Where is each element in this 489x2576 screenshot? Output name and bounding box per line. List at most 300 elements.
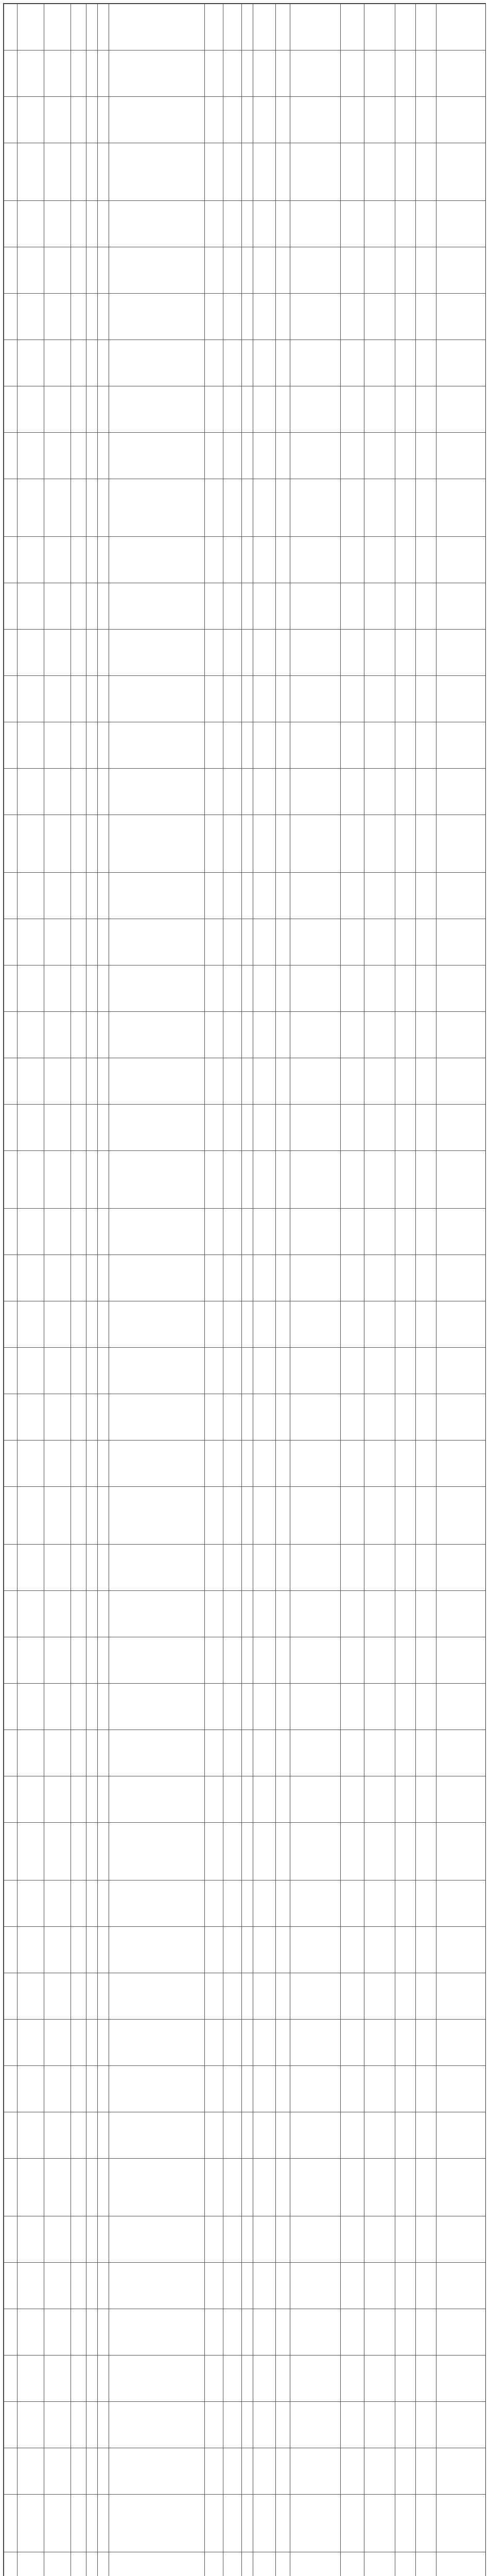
table-cell [341, 1776, 364, 1823]
table-cell [364, 537, 395, 583]
table-cell [98, 433, 109, 479]
table-cell [253, 1684, 276, 1730]
table-cell [109, 2309, 205, 2355]
table-cell [18, 630, 44, 676]
table-cell [242, 1151, 253, 1209]
table-row [4, 2020, 486, 2066]
table-cell [4, 1440, 18, 1487]
table-cell [364, 1591, 395, 1637]
table-cell [364, 965, 395, 1012]
table-cell [436, 479, 486, 537]
table-cell [223, 1973, 242, 2020]
table-row [4, 2066, 486, 2112]
table-cell [205, 1440, 223, 1487]
table-cell [18, 2263, 44, 2309]
table-cell [276, 2066, 290, 2112]
table-cell [109, 2495, 205, 2552]
table-cell [416, 1255, 436, 1301]
table-cell [242, 1394, 253, 1440]
table-cell [416, 769, 436, 815]
table-cell [242, 433, 253, 479]
table-cell [395, 769, 416, 815]
table-cell [276, 433, 290, 479]
table-cell [71, 676, 86, 722]
table-cell [44, 1301, 71, 1348]
table-cell [98, 201, 109, 247]
table-cell [98, 2552, 109, 2576]
table-cell [205, 769, 223, 815]
table-cell [71, 1880, 86, 1927]
table-cell [290, 340, 341, 386]
table-cell [18, 676, 44, 722]
table-cell [364, 294, 395, 340]
table-cell [290, 433, 341, 479]
table-cell [436, 1151, 486, 1209]
table-cell [205, 2020, 223, 2066]
table-cell [109, 2159, 205, 2216]
table-cell [223, 1487, 242, 1545]
table-cell [416, 1730, 436, 1776]
table-cell [276, 2020, 290, 2066]
table-cell [205, 50, 223, 97]
table-cell [276, 1058, 290, 1105]
table-row [4, 50, 486, 97]
table-cell [4, 97, 18, 143]
table-cell [290, 2066, 341, 2112]
table-cell [290, 1487, 341, 1545]
table-cell [18, 919, 44, 965]
table-cell [18, 2309, 44, 2355]
table-cell [71, 2309, 86, 2355]
table-row [4, 815, 486, 873]
table-cell [109, 143, 205, 201]
table-cell [205, 1823, 223, 1880]
table-cell [290, 97, 341, 143]
table-cell [242, 1637, 253, 1684]
table-cell [253, 479, 276, 537]
table-cell [436, 722, 486, 769]
table-cell [364, 1255, 395, 1301]
table-row [4, 1440, 486, 1487]
table-cell [223, 1058, 242, 1105]
table-cell [416, 1684, 436, 1730]
table-row [4, 722, 486, 769]
table-cell [86, 1880, 98, 1927]
table-cell [242, 722, 253, 769]
table-cell [71, 1255, 86, 1301]
table-cell [253, 1255, 276, 1301]
table-cell [242, 583, 253, 630]
table-cell [86, 1151, 98, 1209]
table-cell [436, 1105, 486, 1151]
table-cell [242, 1058, 253, 1105]
table-cell [276, 294, 290, 340]
table-cell [44, 1927, 71, 1973]
table-cell [44, 1394, 71, 1440]
table-cell [4, 1105, 18, 1151]
table-cell [364, 1684, 395, 1730]
table-cell [205, 630, 223, 676]
table-cell [71, 2216, 86, 2263]
table-cell [436, 2495, 486, 2552]
table-cell [71, 1927, 86, 1973]
table-cell [276, 815, 290, 873]
table-row [4, 1255, 486, 1301]
table-cell [341, 2402, 364, 2448]
table-cell [98, 50, 109, 97]
table-row [4, 1973, 486, 2020]
table-cell [44, 1209, 71, 1255]
table-cell [18, 583, 44, 630]
table-cell [86, 2309, 98, 2355]
table-cell [364, 722, 395, 769]
table-cell [253, 386, 276, 433]
table-cell [290, 1927, 341, 1973]
table-cell [86, 201, 98, 247]
table-cell [44, 294, 71, 340]
table-cell [86, 294, 98, 340]
table-cell [223, 386, 242, 433]
table-cell [86, 919, 98, 965]
table-cell [86, 1823, 98, 1880]
table-row [4, 2448, 486, 2495]
table-cell [276, 2402, 290, 2448]
table-cell [86, 1301, 98, 1348]
table-cell [242, 479, 253, 537]
table-cell [86, 386, 98, 433]
table-cell [4, 676, 18, 722]
table-cell [205, 294, 223, 340]
table-cell [436, 1487, 486, 1545]
table-cell [223, 2402, 242, 2448]
table-cell [44, 2263, 71, 2309]
table-cell [18, 1823, 44, 1880]
table-cell [98, 965, 109, 1012]
table-cell [416, 2020, 436, 2066]
table-cell [98, 2355, 109, 2402]
table-cell [276, 2263, 290, 2309]
table-cell [253, 2448, 276, 2495]
table-cell [276, 1973, 290, 2020]
table-cell [86, 2552, 98, 2576]
table-cell [341, 97, 364, 143]
table-cell [205, 1776, 223, 1823]
table-cell [109, 2112, 205, 2159]
table-cell [86, 1012, 98, 1058]
table-cell [109, 630, 205, 676]
table-cell [395, 1637, 416, 1684]
table-cell [4, 2020, 18, 2066]
table-cell [436, 1591, 486, 1637]
table-cell [341, 2112, 364, 2159]
table-cell [98, 1880, 109, 1927]
table-cell [436, 2216, 486, 2263]
table-cell [109, 2552, 205, 2576]
table-row [4, 2309, 486, 2355]
table-cell [341, 537, 364, 583]
table-row [4, 537, 486, 583]
table-cell [205, 2448, 223, 2495]
table-row [4, 1637, 486, 1684]
table-cell [44, 1058, 71, 1105]
table-cell [341, 479, 364, 537]
table-cell [109, 2402, 205, 2448]
table-cell [436, 1440, 486, 1487]
table-cell [416, 97, 436, 143]
table-row [4, 2495, 486, 2552]
table-cell [44, 1105, 71, 1151]
table-cell [290, 50, 341, 97]
table-cell [86, 1637, 98, 1684]
table-cell [416, 386, 436, 433]
table-cell [86, 537, 98, 583]
table-cell [98, 676, 109, 722]
table-cell [86, 769, 98, 815]
table-cell [276, 2495, 290, 2552]
table-cell [253, 2020, 276, 2066]
table-cell [109, 2020, 205, 2066]
table-cell [276, 1776, 290, 1823]
table-cell [44, 2355, 71, 2402]
table-cell [364, 2159, 395, 2216]
table-cell [290, 1591, 341, 1637]
table-cell [276, 1823, 290, 1880]
table-cell [205, 1730, 223, 1776]
table-cell [242, 1301, 253, 1348]
table-cell [4, 1637, 18, 1684]
table-cell [44, 2309, 71, 2355]
table-cell [395, 247, 416, 294]
table-cell [242, 1545, 253, 1591]
table-cell [395, 2495, 416, 2552]
table-cell [395, 630, 416, 676]
table-cell [276, 1440, 290, 1487]
table-cell [205, 479, 223, 537]
table-cell [242, 1684, 253, 1730]
table-cell [86, 630, 98, 676]
table-cell [4, 583, 18, 630]
table-cell [290, 2552, 341, 2576]
table-row [4, 97, 486, 143]
table-cell [436, 583, 486, 630]
table-cell [109, 1058, 205, 1105]
table-cell [395, 2448, 416, 2495]
table-cell [18, 2355, 44, 2402]
table-cell [71, 1776, 86, 1823]
table-cell [71, 2112, 86, 2159]
table-cell [44, 247, 71, 294]
table-cell [416, 1637, 436, 1684]
table-cell [290, 294, 341, 340]
table-cell [98, 2159, 109, 2216]
table-cell [109, 50, 205, 97]
table-cell [290, 583, 341, 630]
table-cell [341, 965, 364, 1012]
table-cell [364, 676, 395, 722]
table-cell [18, 1591, 44, 1637]
table-cell [4, 4, 18, 50]
table-cell [341, 2355, 364, 2402]
table-cell [253, 2066, 276, 2112]
table-cell [98, 1927, 109, 1973]
table-cell [290, 873, 341, 919]
table-cell [86, 1927, 98, 1973]
table-cell [18, 769, 44, 815]
table-cell [86, 1973, 98, 2020]
table-cell [4, 143, 18, 201]
table-cell [395, 1684, 416, 1730]
table-cell [242, 769, 253, 815]
table-cell [290, 4, 341, 50]
table-cell [44, 1591, 71, 1637]
table-cell [253, 2263, 276, 2309]
table-cell [436, 433, 486, 479]
table-cell [364, 1880, 395, 1927]
table-cell [18, 1012, 44, 1058]
table-cell [290, 630, 341, 676]
table-cell [341, 1637, 364, 1684]
table-cell [98, 1012, 109, 1058]
table-cell [223, 2066, 242, 2112]
table-cell [242, 1927, 253, 1973]
table-cell [416, 1151, 436, 1209]
table-cell [109, 294, 205, 340]
table-cell [276, 97, 290, 143]
table-cell [242, 97, 253, 143]
table-cell [44, 1776, 71, 1823]
table-cell [276, 1348, 290, 1394]
table-cell [364, 2495, 395, 2552]
table-cell [223, 676, 242, 722]
table-cell [341, 2495, 364, 2552]
table-cell [98, 722, 109, 769]
table-cell [18, 2216, 44, 2263]
table-cell [416, 1973, 436, 2020]
table-cell [205, 2402, 223, 2448]
table-cell [341, 630, 364, 676]
table-cell [242, 340, 253, 386]
table-row [4, 1684, 486, 1730]
table-cell [86, 1058, 98, 1105]
table-cell [223, 722, 242, 769]
table-cell [98, 1823, 109, 1880]
table-cell [109, 1440, 205, 1487]
table-cell [109, 386, 205, 433]
table-cell [436, 1637, 486, 1684]
table-cell [253, 583, 276, 630]
table-cell [205, 247, 223, 294]
table-cell [416, 873, 436, 919]
table-cell [44, 2495, 71, 2552]
table-cell [223, 479, 242, 537]
table-row [4, 1394, 486, 1440]
table-cell [341, 815, 364, 873]
table-cell [223, 1151, 242, 1209]
table-cell [18, 1973, 44, 2020]
table-cell [223, 919, 242, 965]
table-cell [416, 1776, 436, 1823]
table-cell [395, 965, 416, 1012]
table-cell [223, 201, 242, 247]
table-cell [109, 722, 205, 769]
table-row [4, 1058, 486, 1105]
table-row [4, 143, 486, 201]
table-cell [290, 2355, 341, 2402]
table-cell [44, 769, 71, 815]
table-cell [436, 873, 486, 919]
table-cell [4, 1545, 18, 1591]
table-row [4, 479, 486, 537]
table-cell [341, 1394, 364, 1440]
table-cell [341, 1058, 364, 1105]
table-cell [98, 2020, 109, 2066]
table-row [4, 2402, 486, 2448]
table-cell [290, 1684, 341, 1730]
table-cell [109, 1730, 205, 1776]
table-cell [253, 4, 276, 50]
table-cell [98, 2216, 109, 2263]
table-cell [395, 1209, 416, 1255]
table-cell [242, 4, 253, 50]
table-cell [290, 1394, 341, 1440]
table-cell [4, 769, 18, 815]
table-cell [4, 2263, 18, 2309]
table-cell [364, 873, 395, 919]
table-cell [86, 1591, 98, 1637]
table-cell [416, 815, 436, 873]
table-cell [341, 294, 364, 340]
table-cell [71, 4, 86, 50]
table-cell [290, 386, 341, 433]
table-cell [223, 1440, 242, 1487]
table-cell [205, 2066, 223, 2112]
table-cell [205, 1394, 223, 1440]
table-cell [223, 433, 242, 479]
table-cell [98, 919, 109, 965]
table-cell [98, 630, 109, 676]
table-cell [364, 2309, 395, 2355]
table-cell [86, 1348, 98, 1394]
table-cell [98, 2066, 109, 2112]
table-cell [18, 1487, 44, 1545]
table-cell [86, 4, 98, 50]
table-cell [364, 2020, 395, 2066]
table-cell [341, 1151, 364, 1209]
table-cell [276, 2448, 290, 2495]
table-cell [109, 1545, 205, 1591]
table-cell [18, 2020, 44, 2066]
table-cell [223, 1880, 242, 1927]
table-cell [242, 1255, 253, 1301]
table-cell [98, 1730, 109, 1776]
table-cell [98, 340, 109, 386]
table-row [4, 1545, 486, 1591]
table-cell [205, 537, 223, 583]
table-cell [71, 2355, 86, 2402]
table-cell [71, 143, 86, 201]
table-cell [44, 97, 71, 143]
table-cell [109, 1487, 205, 1545]
table-cell [341, 2552, 364, 2576]
recruitment-table-sheet [3, 3, 486, 2576]
table-cell [71, 1058, 86, 1105]
table-cell [71, 583, 86, 630]
table-cell [44, 1637, 71, 1684]
table-cell [86, 2066, 98, 2112]
table-cell [276, 873, 290, 919]
table-row [4, 1927, 486, 1973]
table-cell [4, 1880, 18, 1927]
